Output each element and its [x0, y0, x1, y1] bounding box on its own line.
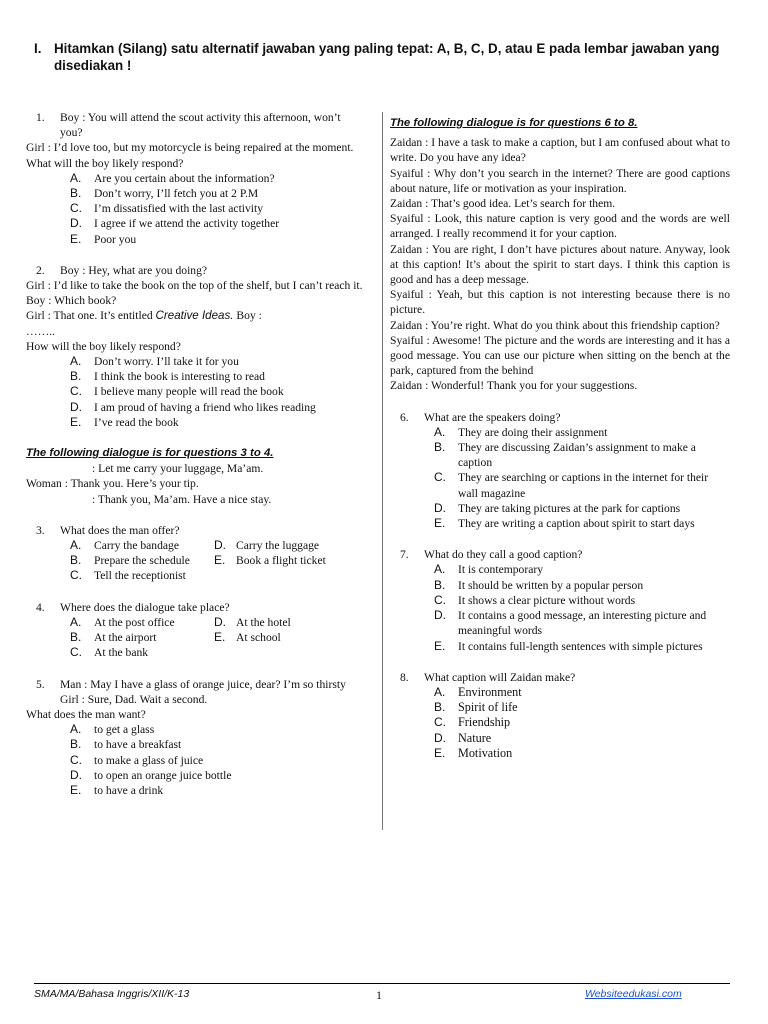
- option-text: Carry the bandage: [94, 539, 179, 553]
- dialogue-line: Zaidan : I have a task to make a caption, but I am confused about what to write. Do you have any idea?: [390, 136, 730, 165]
- option-letter: A.: [70, 722, 82, 737]
- option-letter: B.: [434, 700, 446, 715]
- option-text: They are searching or captions in the internet for their wall magazine: [458, 471, 709, 500]
- option-letter: E.: [434, 638, 446, 653]
- question-prompt: How will the boy likely respond?: [26, 339, 181, 353]
- option-e[interactable]: [214, 553, 326, 568]
- dialogue-text: : Thank you. Here’s your tip.: [64, 477, 199, 491]
- option-c[interactable]: [70, 645, 364, 660]
- option-text: At the airport: [94, 631, 157, 645]
- option-text: Don’t worry. I’ll take it for you: [94, 355, 239, 369]
- option-text: Friendship: [458, 715, 511, 730]
- section-heading-6-8: The following dialogue is for questions 6 to 8.: [390, 117, 638, 129]
- option-b[interactable]: [70, 630, 214, 645]
- option-letter: D.: [214, 538, 226, 553]
- option-text: Are you certain about the information?: [94, 171, 275, 185]
- option-letter: E.: [214, 630, 226, 645]
- option-d[interactable]: [70, 400, 364, 415]
- question-text: What caption will Zaidan make?: [424, 670, 576, 684]
- option-b[interactable]: [70, 369, 364, 384]
- option-letter: C.: [70, 752, 82, 767]
- question-8: [390, 670, 730, 761]
- page-number: 1: [376, 988, 382, 1002]
- option-c[interactable]: [434, 715, 730, 730]
- dialogue-text: : Let me carry your luggage, Ma’am.: [92, 462, 264, 476]
- question-1: [26, 110, 364, 247]
- option-d[interactable]: [434, 501, 730, 516]
- option-text: At the hotel: [236, 615, 291, 629]
- option-text: It should be written by a popular person: [458, 578, 644, 592]
- options: [70, 722, 364, 798]
- speaker: Woman: [26, 477, 62, 491]
- dialogue-blank: ……..: [26, 324, 55, 338]
- question-number: 6.: [400, 410, 409, 424]
- option-letter: C.: [434, 715, 446, 730]
- option-letter: B.: [70, 630, 82, 645]
- option-text: to get a glass: [94, 723, 155, 737]
- option-a[interactable]: [70, 171, 364, 186]
- option-text: They are discussing Zaidan’s assignment to make a caption: [458, 441, 696, 470]
- option-text: I’ve read the book: [94, 415, 179, 429]
- option-text: They are writing a caption about spirit to start days: [458, 517, 695, 531]
- option-letter: D.: [70, 399, 82, 414]
- option-text: to have a breakfast: [94, 738, 182, 752]
- dialogue-line: Syaiful : Yeah, but this caption is not interesting because there is no picture.: [390, 288, 730, 317]
- question-number: 3.: [36, 523, 45, 537]
- dialogue-line: Zaidan : You’re right. What do you think about this friendship caption?: [390, 318, 720, 332]
- option-row: [70, 538, 364, 553]
- speaker: [26, 461, 92, 476]
- section-number: I.: [34, 41, 42, 56]
- option-e[interactable]: [434, 746, 730, 761]
- option-e[interactable]: [70, 415, 364, 430]
- option-letter: B.: [70, 737, 82, 752]
- option-text: Motivation: [458, 745, 513, 760]
- option-letter: A.: [70, 354, 82, 369]
- option-d[interactable]: [434, 731, 730, 746]
- option-text: I believe many people will read the book: [94, 385, 284, 399]
- option-text: I am proud of having a friend who likes reading: [94, 400, 316, 414]
- footer-website-link[interactable]: Websiteedukasi.com: [585, 988, 682, 1000]
- option-e[interactable]: [434, 516, 730, 531]
- option-letter: A.: [434, 562, 446, 577]
- instruction-text: Hitamkan (Silang) satu alternatif jawaban yang paling tepat: A, B, C, D, atau E pada lembar jawaban yang disediakan !: [54, 41, 720, 73]
- option-letter: B.: [70, 369, 82, 384]
- left-column: [26, 110, 364, 798]
- option-text: I think the book is interesting to read: [94, 370, 265, 384]
- option-c[interactable]: [434, 593, 730, 608]
- option-e[interactable]: [70, 232, 364, 247]
- options: [434, 685, 730, 761]
- option-text: Spirit of life: [458, 700, 518, 715]
- option-b[interactable]: [434, 578, 730, 593]
- option-text: Nature: [458, 730, 492, 745]
- option-c[interactable]: [70, 568, 364, 583]
- option-b[interactable]: [434, 700, 730, 715]
- option-letter: D.: [434, 608, 446, 623]
- question-6: [390, 410, 730, 532]
- option-text: Tell the receptionist: [94, 569, 186, 583]
- option-text: Book a flight ticket: [236, 554, 326, 568]
- dialogue-line: [26, 476, 364, 491]
- dialogue-line: Syaiful : Look, this nature caption is very good and the words are well arranged. I really recommend it for your caption.: [390, 212, 730, 241]
- speaker: [26, 492, 92, 507]
- option-letter: E.: [70, 231, 82, 246]
- option-letter: A.: [434, 424, 446, 439]
- option-c[interactable]: [70, 201, 364, 216]
- option-row: [70, 630, 364, 645]
- option-letter: E.: [70, 782, 82, 797]
- dialogue-6-8: [390, 135, 730, 393]
- option-row: [70, 553, 364, 568]
- question-text: Boy : Hey, what are you doing?: [60, 263, 208, 277]
- option-letter: A.: [70, 170, 82, 185]
- option-letter: E.: [434, 516, 446, 531]
- option-row: [70, 615, 364, 630]
- option-text: It contains full-length sentences with simple pictures: [458, 639, 703, 653]
- question-text: Where does the dialogue take place?: [60, 600, 230, 614]
- option-letter: B.: [70, 186, 82, 201]
- question-prompt: What does the man want?: [26, 707, 146, 721]
- option-letter: D.: [70, 767, 82, 782]
- question-text: What are the speakers doing?: [424, 410, 561, 424]
- option-text: I agree if we attend the activity together: [94, 217, 280, 231]
- dialogue-line: Boy : Which book?: [26, 294, 117, 308]
- option-d[interactable]: [434, 608, 730, 638]
- footer-subject: SMA/MA/Bahasa Inggris/XII/K-13: [34, 988, 190, 1000]
- option-letter: A.: [434, 684, 446, 699]
- option-c[interactable]: [70, 384, 364, 399]
- option-text: I’m dissatisfied with the last activity: [94, 202, 264, 216]
- option-letter: E.: [70, 414, 82, 429]
- question-number: 2.: [36, 263, 45, 277]
- dialogue-line: [26, 461, 364, 476]
- option-d[interactable]: [214, 538, 319, 553]
- dialogue-text: : Thank you, Ma’am. Have a nice stay.: [92, 492, 272, 506]
- dialogue-text: Girl : That one. It’s entitled: [26, 309, 156, 323]
- dialogue-line: Zaidan : That’s good idea. Let’s search for them.: [390, 197, 616, 211]
- dialogue-line: Girl : I’d love too, but my motorcycle is being repaired at the moment.: [26, 141, 354, 155]
- option-text: It shows a clear picture without words: [458, 593, 636, 607]
- option-letter: C.: [70, 568, 82, 583]
- option-a[interactable]: [70, 538, 214, 553]
- option-a[interactable]: [434, 562, 730, 577]
- section-heading-3-4: The following dialogue is for questions 3 to 4.: [26, 447, 274, 460]
- option-letter: B.: [70, 553, 82, 568]
- dialogue-line: Zaidan : Wonderful! Thank you for your suggestions.: [390, 379, 638, 393]
- option-d[interactable]: [214, 615, 291, 630]
- question-number: 8.: [400, 670, 409, 684]
- options: [70, 354, 364, 430]
- option-b[interactable]: [434, 440, 730, 470]
- question-text: Man : May I have a glass of orange juice, dear? I’m so thirsty Girl : Sure, Dad. Wait a second.: [60, 677, 346, 706]
- option-c[interactable]: [70, 753, 364, 768]
- dialogue-line: Syaiful : Awesome! The picture and the words are interesting and it has a good message. You can use our picture when sitting on the bench at the park, captured from the behind: [390, 333, 730, 378]
- option-letter: A.: [70, 538, 82, 553]
- option-a[interactable]: [70, 354, 364, 369]
- option-letter: D.: [214, 614, 226, 629]
- option-text: They are taking pictures at the park for captions: [458, 501, 681, 515]
- option-letter: C.: [70, 645, 82, 660]
- option-text: Poor you: [94, 232, 137, 246]
- option-letter: A.: [70, 614, 82, 629]
- option-b[interactable]: [70, 737, 364, 752]
- options: [434, 425, 730, 531]
- options: [70, 171, 364, 247]
- option-letter: B.: [434, 440, 446, 455]
- dialogue-3-4: [26, 461, 364, 507]
- option-b[interactable]: [70, 186, 364, 201]
- question-4: [26, 600, 364, 661]
- option-b[interactable]: [70, 553, 214, 568]
- question-7: [390, 547, 730, 653]
- question-number: 1.: [36, 111, 45, 124]
- question-5: [26, 677, 364, 799]
- option-letter: B.: [434, 577, 446, 592]
- option-text: It contains a good message, an interesting picture and meaningful words: [458, 609, 707, 638]
- option-e[interactable]: [214, 630, 281, 645]
- option-text: Environment: [458, 684, 522, 699]
- question-number: 4.: [36, 600, 45, 614]
- option-text: At school: [236, 631, 281, 645]
- question-3: [26, 523, 364, 584]
- options: [70, 538, 364, 584]
- dialogue-line: Zaidan : You are right, I don’t have pictures about nature. Anyway, look at this caption! It’s about the spirit to start days. I think this caption is good and has a deep message.: [390, 242, 730, 287]
- book-title: Creative Ideas.: [155, 309, 234, 323]
- dialogue-line: Syaiful : Why don’t you search in the internet? There are good captions about nature, life or motivation as your inspiration.: [390, 166, 730, 195]
- option-letter: D.: [434, 500, 446, 515]
- dialogue-line: Girl : I’d like to take the book on the top of the shelf, but I can’t reach it.: [26, 279, 363, 293]
- option-a[interactable]: [70, 722, 364, 737]
- options: [70, 615, 364, 661]
- option-letter: E.: [434, 745, 446, 760]
- option-d[interactable]: [70, 768, 364, 783]
- question-prompt: What will the boy likely respond?: [26, 156, 184, 170]
- option-text: to make a glass of juice: [94, 753, 204, 767]
- option-text: They are doing their assignment: [458, 425, 608, 439]
- footer-rule: [34, 983, 730, 984]
- option-e[interactable]: [434, 639, 730, 654]
- option-text: At the bank: [94, 646, 149, 660]
- dialogue-line: [26, 492, 364, 507]
- question-text: What do they call a good caption?: [424, 548, 583, 562]
- question-2: [26, 263, 364, 430]
- question-text: What does the man offer?: [60, 523, 180, 537]
- option-letter: E.: [214, 553, 226, 568]
- option-text: Don’t worry, I’ll fetch you at 2 P.M: [94, 187, 259, 201]
- option-c[interactable]: [434, 470, 730, 500]
- option-e[interactable]: [70, 783, 364, 798]
- question-text: Boy : You will attend the scout activity this afternoon, won’t you?: [60, 111, 341, 140]
- dialogue-text: Boy :: [233, 309, 262, 323]
- option-text: It is contemporary: [458, 563, 543, 577]
- option-text: At the post office: [94, 615, 175, 629]
- option-text: Prepare the schedule: [94, 554, 190, 568]
- option-letter: C.: [70, 384, 82, 399]
- dialogue-line: [26, 308, 364, 323]
- options: [434, 562, 730, 653]
- right-column: [390, 116, 730, 761]
- column-divider: [382, 112, 383, 830]
- option-letter: C.: [434, 592, 446, 607]
- option-text: to have a drink: [94, 783, 164, 797]
- question-number: 7.: [400, 548, 409, 562]
- option-a[interactable]: [70, 615, 214, 630]
- option-d[interactable]: [70, 216, 364, 231]
- option-text: Carry the luggage: [236, 539, 320, 553]
- option-letter: D.: [70, 216, 82, 231]
- option-a[interactable]: [434, 425, 730, 440]
- option-letter: C.: [434, 470, 446, 485]
- option-a[interactable]: [434, 685, 730, 700]
- question-number: 5.: [36, 677, 45, 691]
- option-letter: D.: [434, 730, 446, 745]
- option-letter: C.: [70, 201, 82, 216]
- option-text: to open an orange juice bottle: [94, 768, 232, 782]
